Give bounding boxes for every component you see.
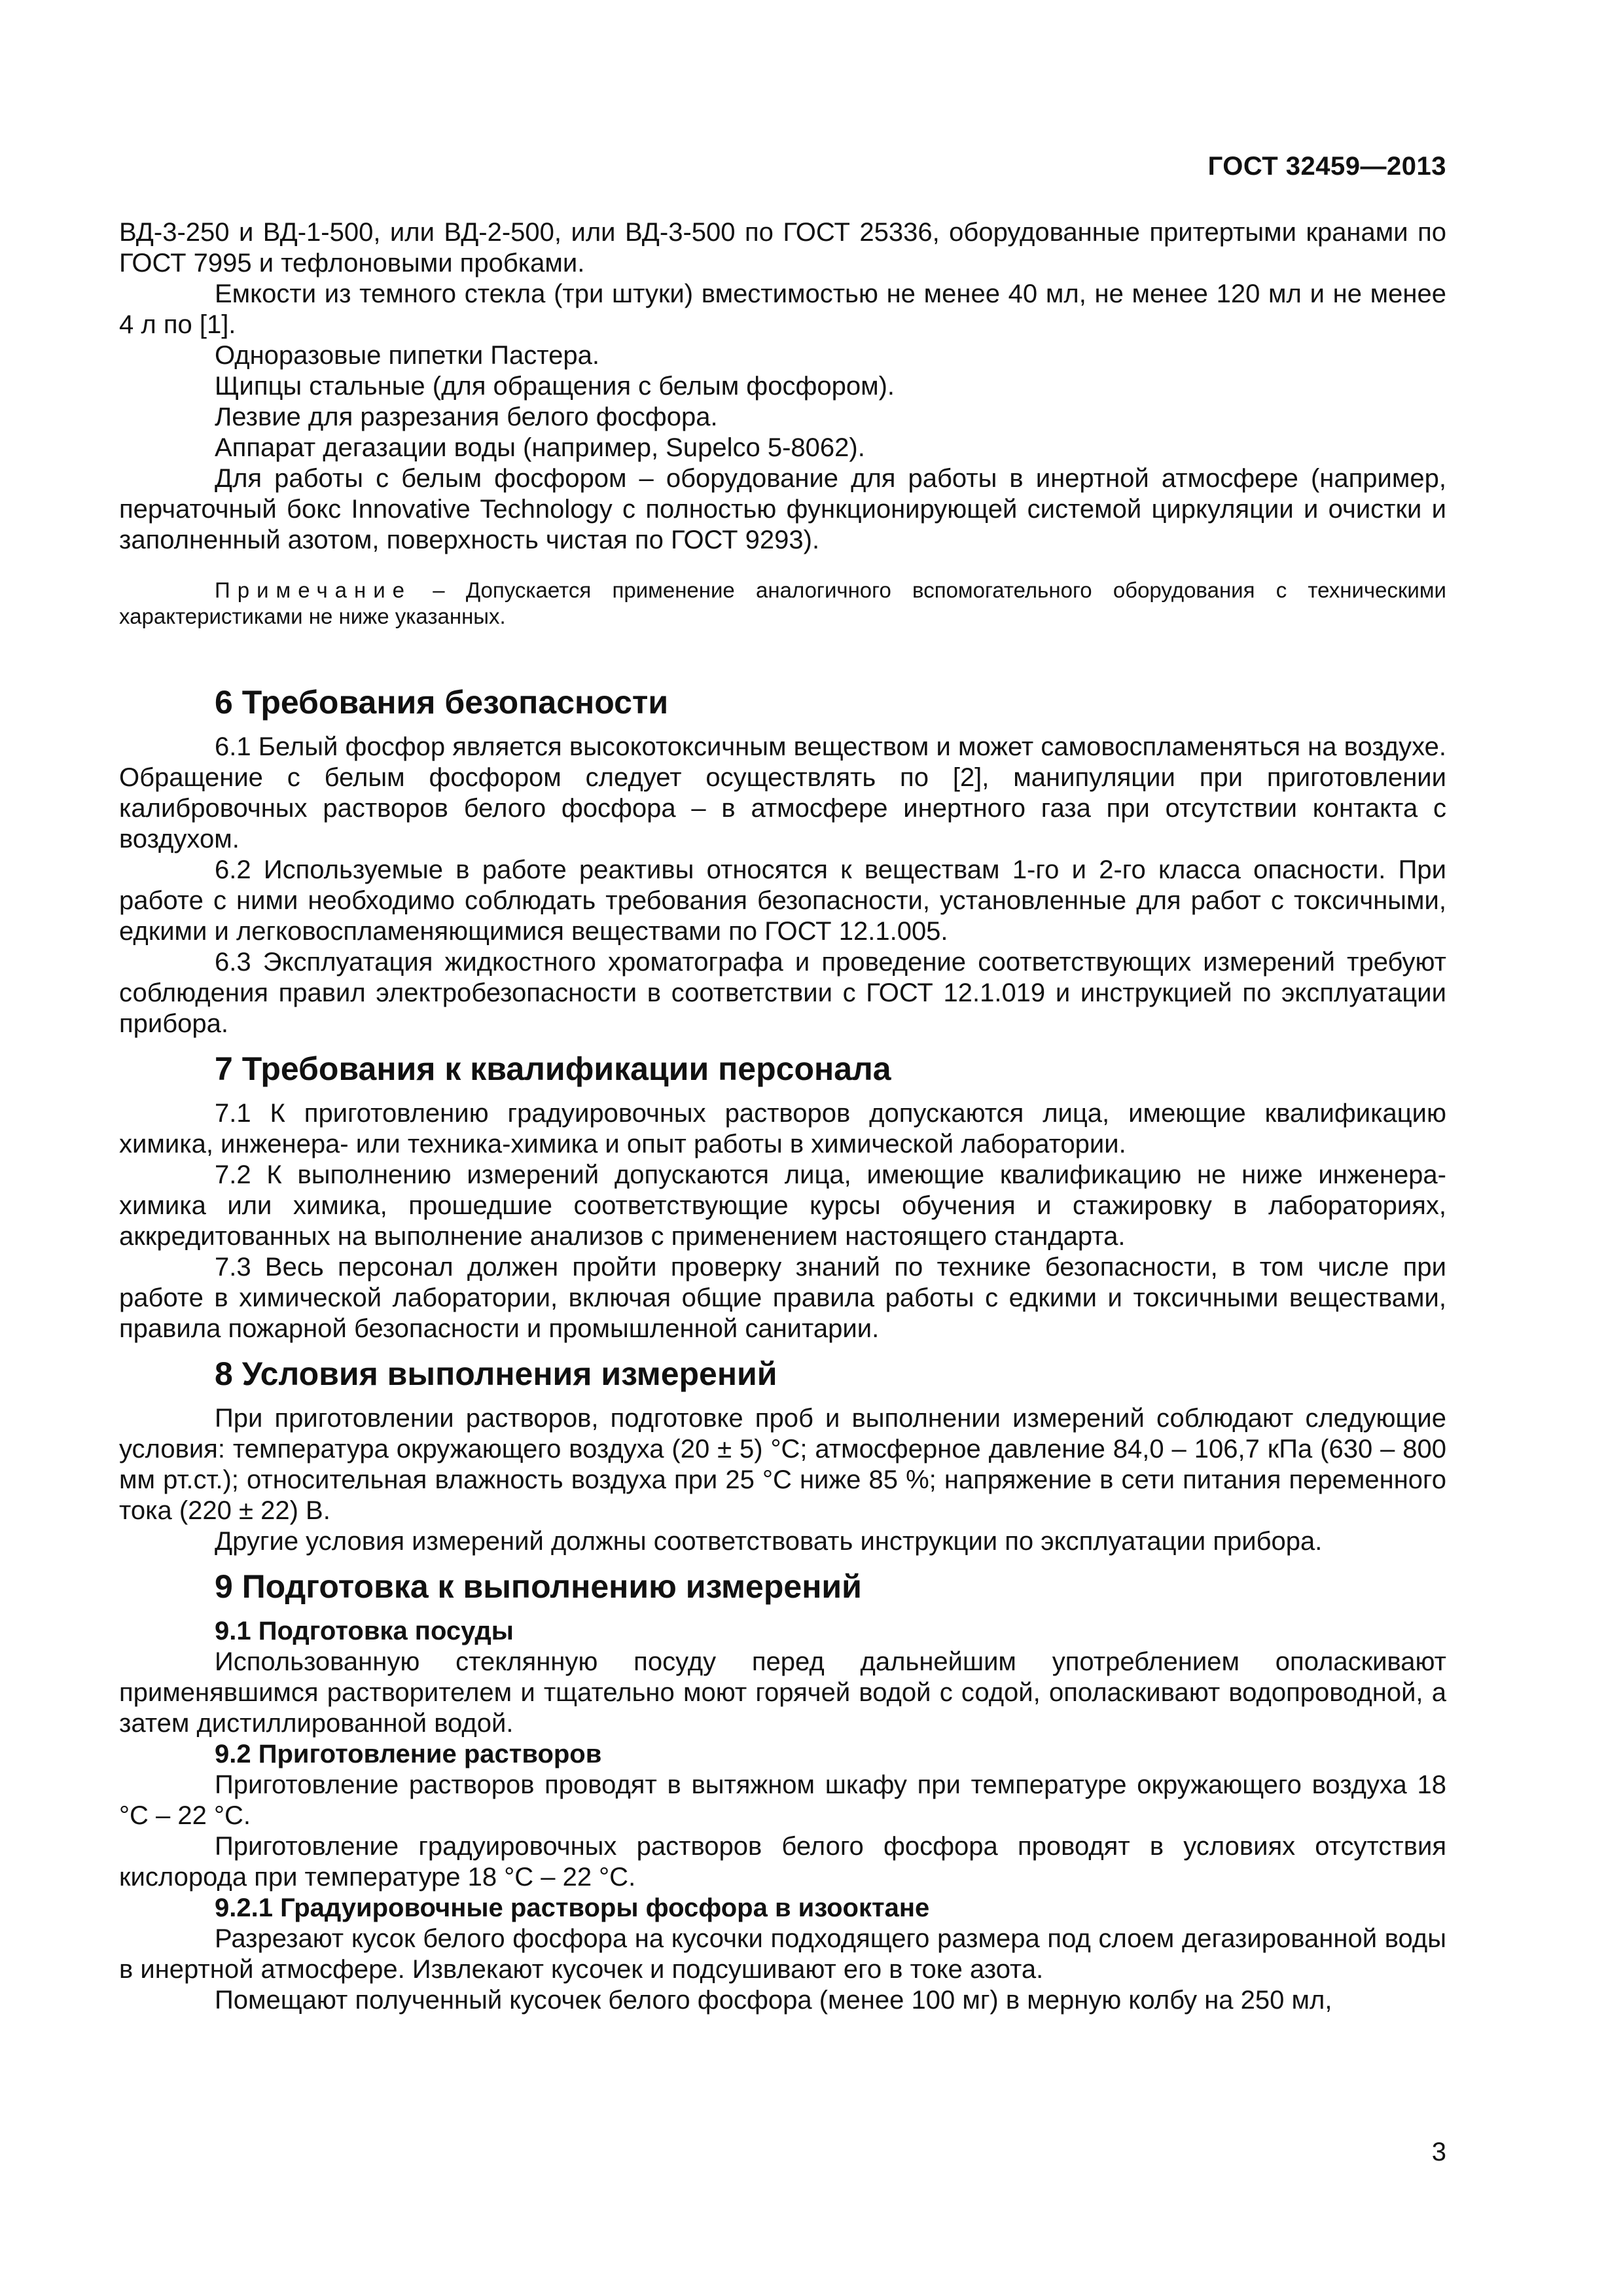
paragraph: Приготовление растворов проводят в вытяжном шкафу при температуре окружающего воздуха 18 °С – 22 °С. [119, 1770, 1446, 1830]
paragraph: Для работы с белым фосфором – оборудование для работы в инертной атмосфере (например, перчаточный бокс Innovative Technology с полностью функционирующей системой циркуляции и очистки и заполненный азотом, поверхность чистая по ГОСТ 9293). [119, 464, 1446, 554]
paragraph: Помещают полученный кусочек белого фосфора (менее 100 мг) в мерную колбу на 250 мл, [215, 1986, 1332, 2015]
paragraph: ВД-3-250 и ВД-1-500, или ВД-2-500, или ВД-3-500 по ГОСТ 25336, оборудованные притертыми кранами по ГОСТ 7995 и тефлоновыми пробками. [119, 218, 1446, 278]
paragraph: Другие условия измерений должны соответствовать инструкции по эксплуатации прибора. [215, 1527, 1323, 1556]
page-content [119, 217, 1446, 2016]
subsection-heading-9-2-1: 9.2.1 Градуировочные растворы фосфора в изооктане [215, 1893, 930, 1922]
paragraph: 6.2 Используемые в работе реактивы относятся к веществам 1-го и 2-го класса опасности. При работе с ними необходимо соблюдать требования безопасности, установленные для работ с токсичными, едкими и легковоспламеняющимися веществами по ГОСТ 12.1.005. [119, 855, 1446, 946]
subsection-heading-9-1: 9.1 Подготовка посуды [215, 1617, 514, 1645]
paragraph: 7.3 Весь персонал должен пройти проверку знаний по технике безопасности, в том числе при работе в химической лаборатории, включая общие правила работы с едкими и токсичными веществами, правила пожарной безопасности и промышленной санитарии. [119, 1253, 1446, 1343]
paragraph: 6.3 Эксплуатация жидкостного хроматографа и проведение соответствующих измерений требуют соблюдения правил электробезопасности в соответствии с ГОСТ 12.1.019 и инструкцией по эксплуатации прибора. [119, 948, 1446, 1038]
equipment-note [119, 577, 1446, 630]
section-heading-7: 7 Требования к квалификации персонала [215, 1050, 891, 1087]
paragraph: Разрезают кусок белого фосфора на кусочки подходящего размера под слоем дегазированной воды в инертной атмосфере. Извлекают кусочек и подсушивают его в токе азота. [119, 1924, 1446, 1984]
paragraph: Приготовление градуировочных растворов белого фосфора проводят в условиях отсутствия кислорода при температуре 18 °С – 22 °С. [119, 1832, 1446, 1892]
page-number: 3 [1431, 2138, 1446, 2166]
section-heading-9: 9 Подготовка к выполнению измерений [215, 1568, 862, 1605]
paragraph: Использованную стеклянную посуду перед дальнейшим употреблением ополаскивают применявшимся растворителем и тщательно моют горячей водой с содой, ополаскивают водопроводной, а затем дистиллированной водой. [119, 1647, 1446, 1738]
subsection-heading-9-2: 9.2 Приготовление растворов [215, 1740, 602, 1768]
paragraph: Емкости из темного стекла (три штуки) вместимостью не менее 40 мл, не менее 120 мл и не менее 4 л по [1]. [119, 279, 1446, 339]
section-heading-8: 8 Условия выполнения измерений [215, 1355, 777, 1392]
note-label: Примечание [215, 578, 412, 602]
note-text: – Допускается применение аналогичного вспомогательного оборудования с техническими характеристиками не ниже указанных. [119, 578, 1446, 628]
paragraph: Щипцы стальные (для обращения с белым фосфором). [215, 372, 895, 401]
paragraph: При приготовлении растворов, подготовке проб и выполнении измерений соблюдают следующие условия: температура окружающего воздуха (20 ± 5) °С; атмосферное давление 84,0 – 106,7 кПа (630 – 800 мм рт.ст.); относительная влажность воздуха при 25 °С ниже 85 %; напряжение в сети питания переменного тока (220 ± 22) В. [119, 1404, 1446, 1525]
paragraph: 7.2 К выполнению измерений допускаются лица, имеющие квалификацию не ниже инженера-химика или химика, прошедшие соответствующие курсы обучения и стажировку в лабораториях, аккредитованных на выполнение анализов с применением настоящего стандарта. [119, 1160, 1446, 1251]
paragraph: Аппарат дегазации воды (например, Supelco 5-8062). [215, 433, 865, 462]
equipment-list [119, 217, 1446, 556]
document-code: ГОСТ 32459—2013 [1207, 152, 1446, 181]
paragraph: 6.1 Белый фосфор является высокотоксичным веществом и может самовоспламеняться на воздухе. Обращение с белым фосфором следует осуществлять по [2], манипуляции при приготовлении калибровочных растворов белого фосфора – в атмосфере инертного газа при отсутствии контакта с воздухом. [119, 732, 1446, 853]
document-page [119, 0, 1446, 2296]
section-heading-6: 6 Требования безопасности [215, 684, 669, 721]
paragraph: Лезвие для разрезания белого фосфора. [215, 403, 718, 431]
paragraph: 7.1 К приготовлению градуировочных растворов допускаются лица, имеющие квалификацию химика, инженера- или техника-химика и опыт работы в химической лаборатории. [119, 1099, 1446, 1158]
paragraph: Одноразовые пипетки Пастера. [215, 341, 600, 370]
